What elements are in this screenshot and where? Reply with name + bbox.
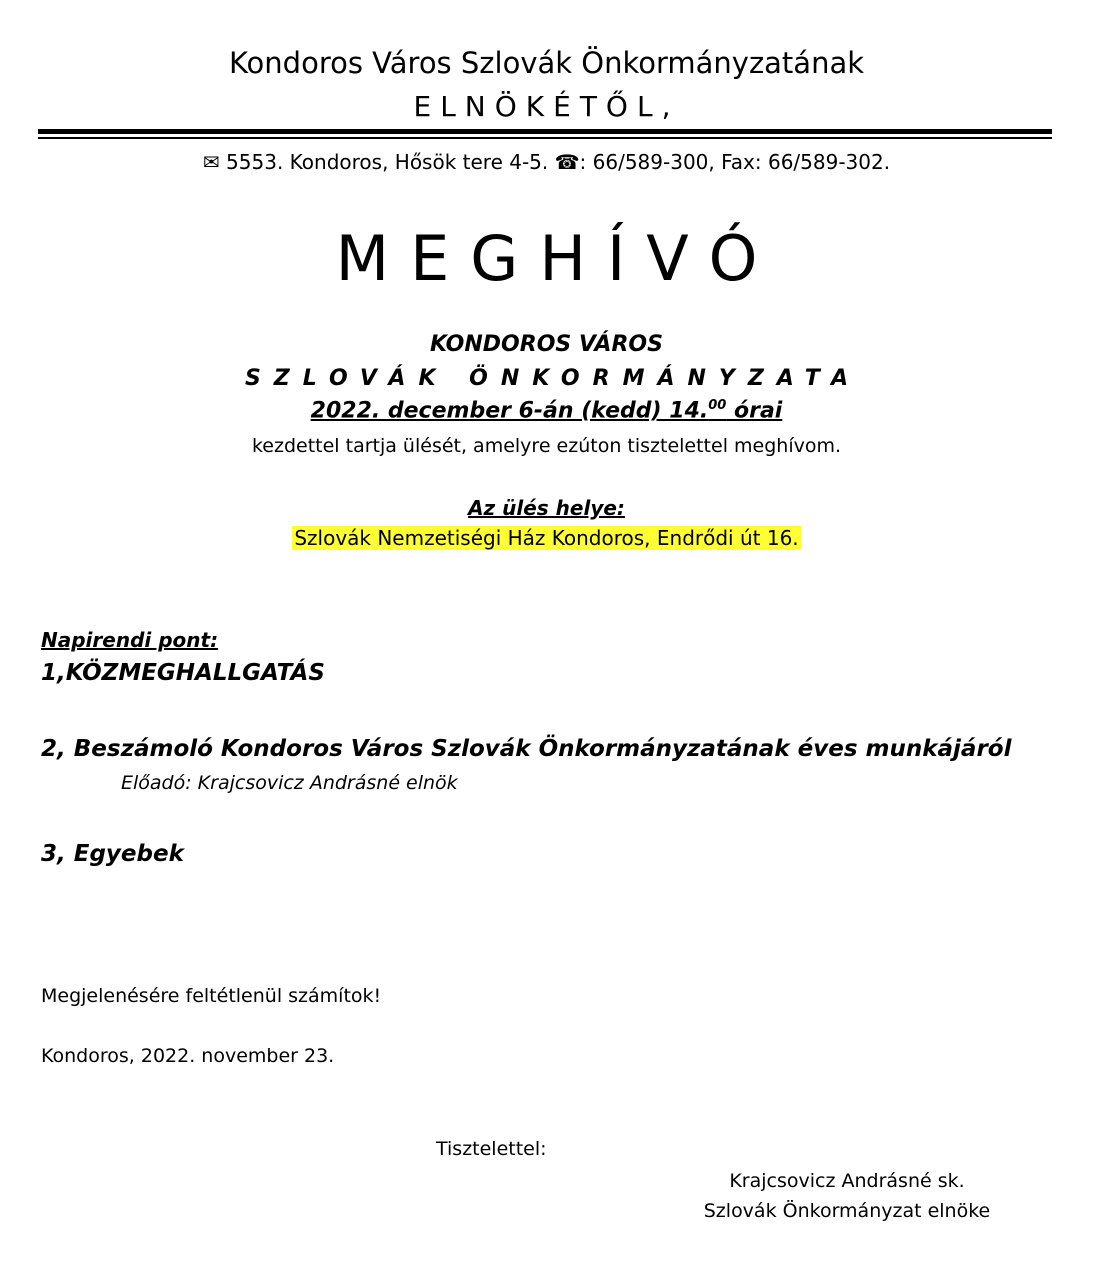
telephone-icon: ☎ (554, 150, 580, 174)
signature-title: Szlovák Önkormányzat elnöke (703, 1200, 991, 1222)
place-value: Szlovák Nemzetiségi Ház Kondoros, Endrődi út 16. (294, 526, 799, 550)
place-label: Az ülés helye: (468, 496, 625, 520)
contact-address: 5553. Kondoros, Hősök tere 4-5. (226, 150, 549, 174)
meeting-description: kezdettel tartja ülését, amelyre ezúton tisztelettel meghívom. (251, 435, 842, 457)
agenda-item-1: 1,KÖZMEGHALLGATÁS (41, 660, 325, 686)
header-divider-thick (38, 129, 1052, 134)
meeting-date-minutes: 00 (708, 398, 727, 413)
agenda-label: Napirendi pont: (41, 628, 219, 652)
agenda-item-2-presenter: Előadó: Krajcsovicz Andrásné elnök (121, 772, 458, 794)
signature-greeting: Tisztelettel: (436, 1138, 547, 1160)
meeting-date-main: 2022. december 6-án (kedd) 14. (310, 398, 709, 424)
heading-city: KONDOROS VÁROS (430, 332, 663, 357)
meeting-date-tail: órai (726, 398, 783, 424)
signature-name: Krajcsovicz Andrásné sk. (729, 1170, 965, 1192)
agenda-item-3: 3, Egyebek (41, 841, 184, 867)
envelope-icon: ✉ (202, 150, 220, 174)
issue-date: Kondoros, 2022. november 23. (41, 1045, 335, 1067)
heading-government: SZLOVÁK ÖNKORMÁNYZATA (244, 366, 862, 391)
document-title: MEGHÍVÓ (335, 222, 779, 295)
header-organization: Kondoros Város Szlovák Önkormányzatának (228, 46, 865, 80)
closing-text: Megjelenésére feltétlenül számítok! (41, 985, 382, 1007)
contact-line (0, 150, 1093, 174)
place-line (0, 526, 1093, 550)
header-divider-thin (38, 137, 1052, 139)
contact-phone-fax: : 66/589-300, Fax: 66/589-302. (579, 150, 891, 174)
agenda-item-2: 2, Beszámoló Kondoros Város Szlovák Önkormányzatának éves munkájáról (41, 736, 1012, 762)
meeting-date (0, 398, 1093, 423)
header-from-president: ELNÖKÉTŐL, (413, 90, 680, 123)
